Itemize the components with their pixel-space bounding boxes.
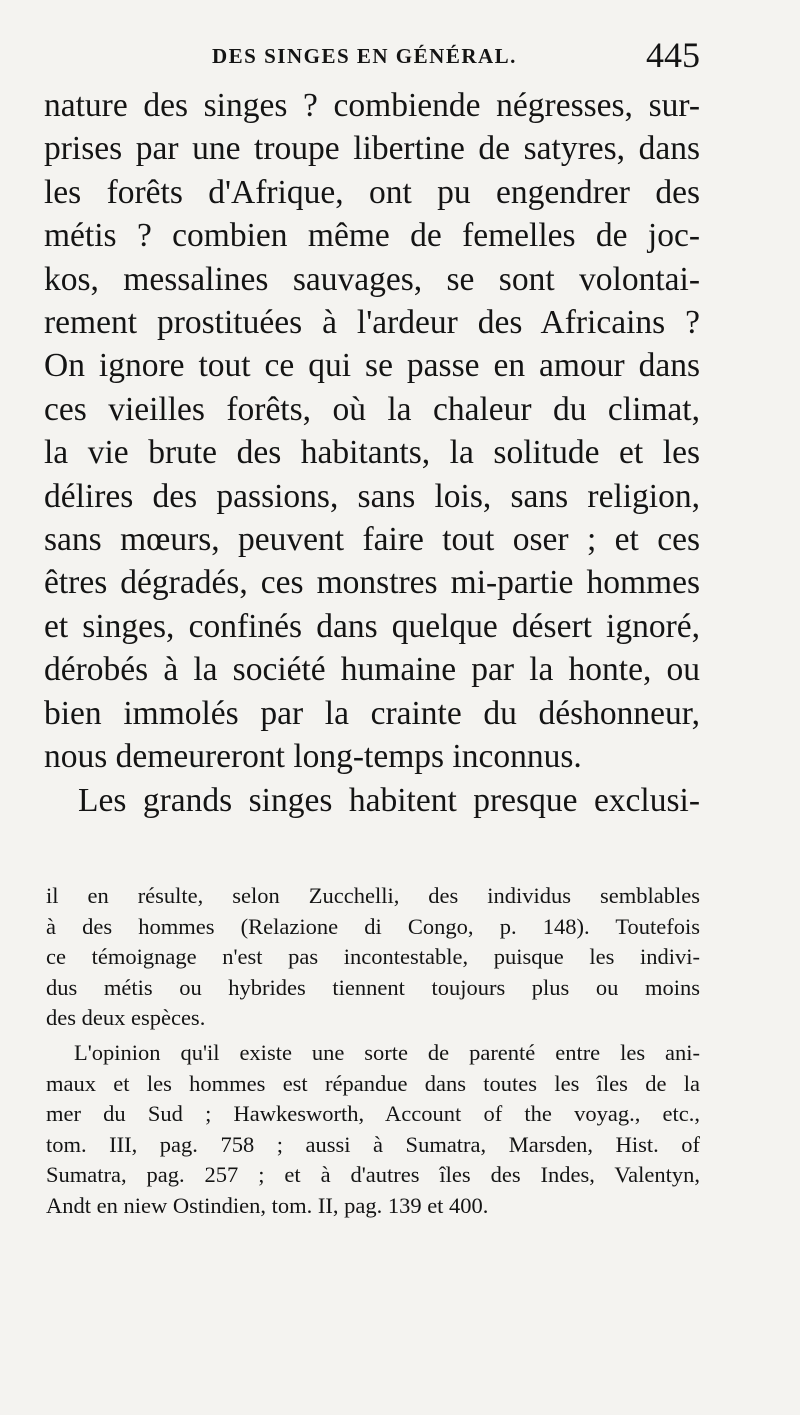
page-header xyxy=(0,35,800,82)
footnote-line: mer du Sud ; Hawkesworth, Account of the voyag., etc., xyxy=(46,1101,700,1127)
text-line: On ignore tout ce qui se passe en amour dans xyxy=(44,347,700,385)
text-line: métis ? combien même de femelles de joc- xyxy=(44,217,700,255)
text-line: bien immolés par la crainte du déshonneur, xyxy=(44,694,700,732)
text-line: la vie brute des habitants, la solitude et les xyxy=(44,434,700,472)
footnote-line: à des hommes (Relazione di Congo, p. 148). Toutefois xyxy=(46,913,700,939)
text-line: ces vieilles forêts, où la chaleur du climat, xyxy=(44,390,700,428)
text-line: nous demeureront long-temps inconnus. xyxy=(44,738,582,776)
footnotes xyxy=(46,881,700,1222)
footnote-line: Andt en niew Ostindien, tom. II, pag. 139 et 400. xyxy=(46,1192,489,1218)
footnote-line: des deux espèces. xyxy=(46,1005,206,1031)
text-line: êtres dégradés, ces monstres mi-partie hommes xyxy=(44,564,700,602)
page-number: 445 xyxy=(646,35,700,75)
footnote-line: dus métis ou hybrides tiennent toujours plus ou moins xyxy=(46,974,700,1000)
footnote xyxy=(46,1038,700,1222)
text-line: les forêts d'Afrique, ont pu engendrer des xyxy=(44,173,700,211)
text-line: délires des passions, sans lois, sans religion, xyxy=(44,477,700,515)
text-line: kos, messalines sauvages, se sont volontai- xyxy=(44,260,700,298)
body-text xyxy=(44,84,700,822)
text-line: et singes, confinés dans quelque désert ignoré, xyxy=(44,607,700,645)
text-line: dérobés à la société humaine par la honte, ou xyxy=(44,651,700,689)
footnote-line: il en résulte, selon Zucchelli, des individus semblables xyxy=(46,883,700,908)
text-line: nature des singes ? combiende négresses, sur- xyxy=(44,87,700,124)
footnote-line: L'opinion qu'il existe une sorte de parenté entre les ani- xyxy=(74,1039,700,1065)
footnote-line: tom. III, pag. 758 ; aussi à Sumatra, Marsden, Hist. of xyxy=(46,1131,700,1157)
running-head: DES SINGES EN GÉNÉRAL. xyxy=(212,44,517,68)
footnote-line: ce témoignage n'est pas incontestable, puisque les indivi- xyxy=(46,944,700,970)
footnote-line: maux et les hommes est répandue dans toutes les îles de la xyxy=(46,1070,700,1096)
text-line: rement prostituées à l'ardeur des Africains ? xyxy=(44,304,700,342)
text-line: sans mœurs, peuvent faire tout oser ; et ces xyxy=(44,521,700,559)
text-line: prises par une troupe libertine de satyres, dans xyxy=(44,130,700,168)
footnote-continued xyxy=(46,881,700,1034)
text-line: Les grands singes habitent presque exclusi- xyxy=(78,781,700,819)
footnote-line: Sumatra, pag. 257 ; et à d'autres îles des Indes, Valentyn, xyxy=(46,1162,700,1188)
